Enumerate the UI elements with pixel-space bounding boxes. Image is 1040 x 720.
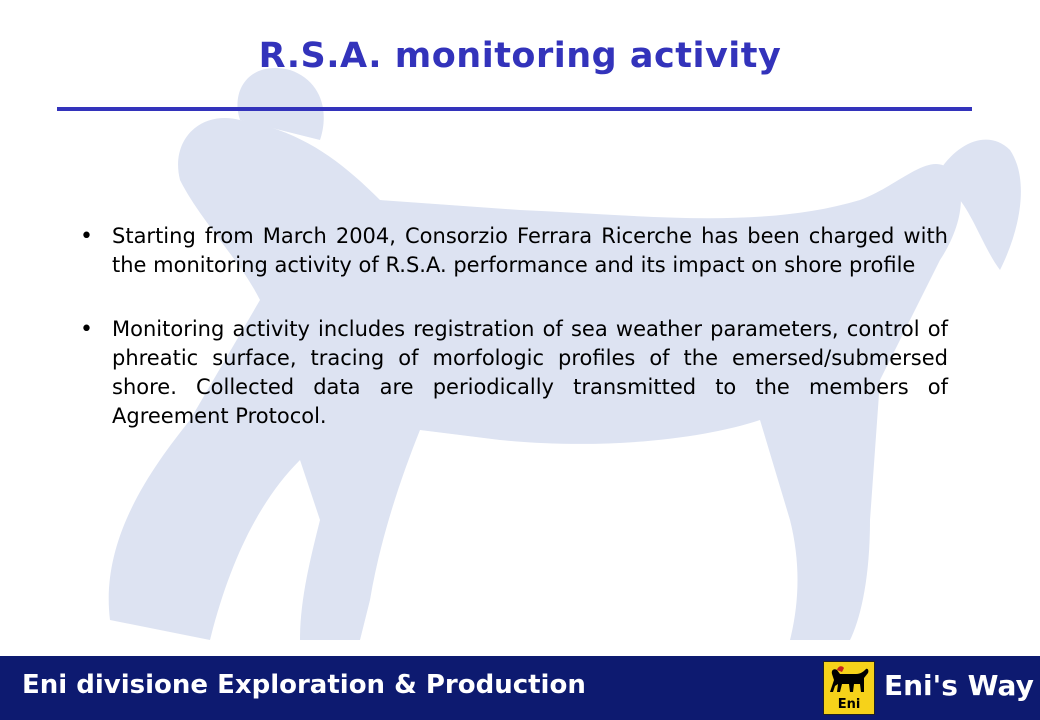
slide-title: R.S.A. monitoring activity <box>258 36 782 76</box>
bullet-list <box>80 222 948 466</box>
list-item <box>80 222 948 280</box>
bullet-text: Monitoring activity includes registration of sea weather parameters, control of phreatic surface, tracing of morfologic profiles of the emersed/submersed shore. Collected data are periodically transmitted to the members of Agreement Protocol. <box>112 317 948 428</box>
bullet-text: Starting from March 2004, Consorzio Ferrara Ricerche has been charged with the monitoring activity of R.S.A. performance and its impact on shore profile <box>112 224 948 277</box>
bullet-glyph: • <box>80 224 93 249</box>
title-underline <box>57 107 972 111</box>
brand-name: Eni's Way <box>884 669 1034 702</box>
footer-division-title: Eni divisione Exploration & Production <box>22 670 586 700</box>
footer-bar <box>0 656 1040 720</box>
bullet-glyph: • <box>80 317 93 342</box>
six-legged-dog-icon <box>824 662 874 698</box>
list-item <box>80 315 948 431</box>
eni-logo-icon <box>823 661 875 715</box>
logo-text: Eni <box>837 697 861 712</box>
